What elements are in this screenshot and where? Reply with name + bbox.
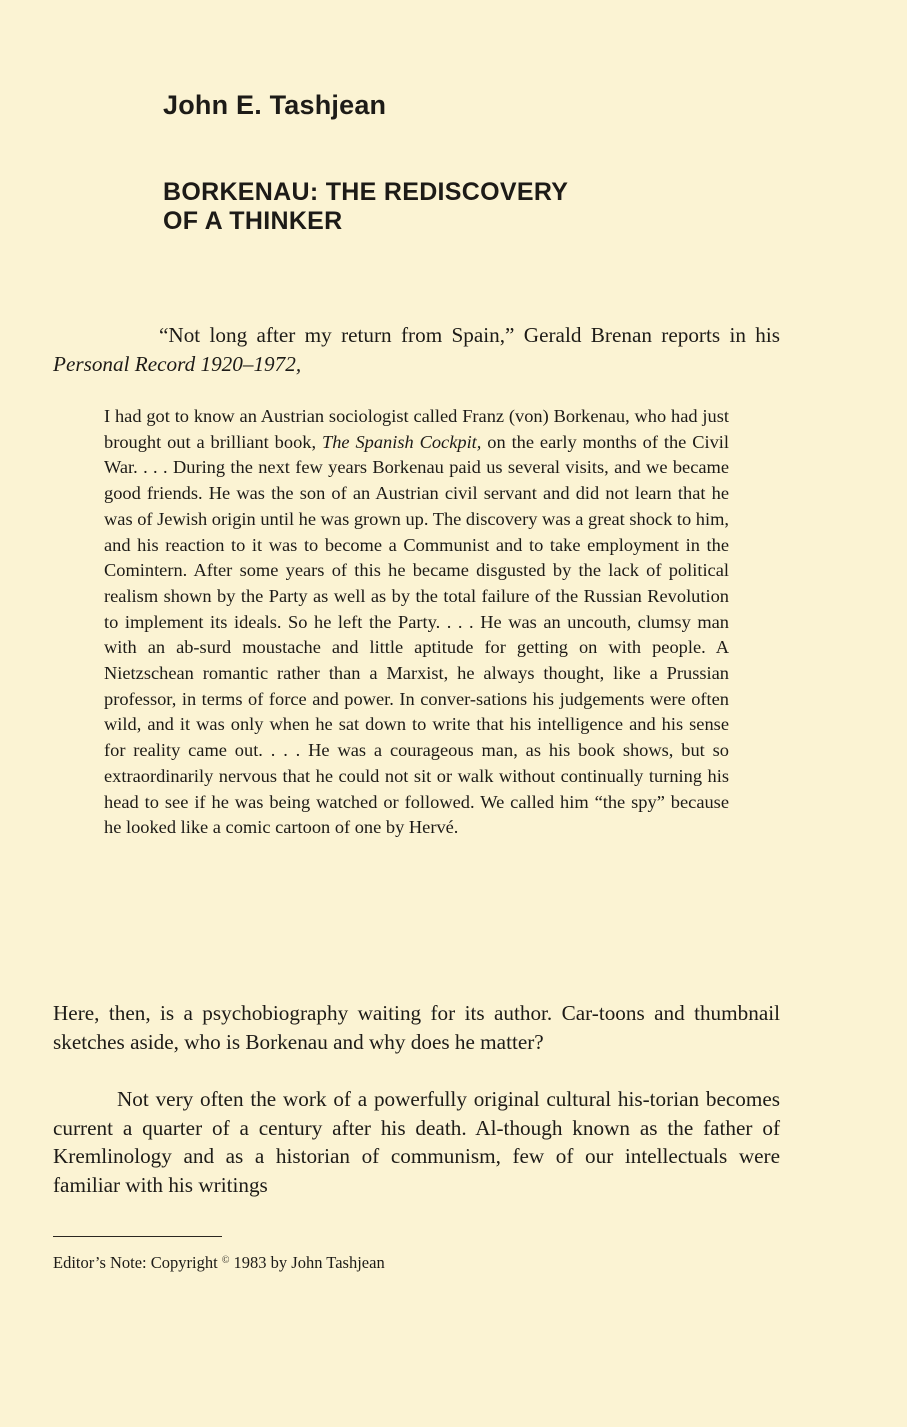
editors-note-suffix: 1983 by John Tashjean xyxy=(229,1253,385,1272)
body-paragraph-1: Here, then, is a psychobiography waiting for its author. Car-toons and thumbnail sketches aside, who is Borkenau and why does he matter? xyxy=(53,1001,780,1054)
block-quote xyxy=(104,404,729,841)
intro-book-title: Personal Record 1920–1972, xyxy=(53,351,302,376)
editors-note-prefix: Editor’s Note: Copyright xyxy=(53,1253,222,1272)
intro-paragraph xyxy=(53,321,780,378)
footnote-divider xyxy=(53,1236,222,1237)
article-title xyxy=(163,178,568,236)
quote-book-title: The Spanish Cockpit, xyxy=(321,431,482,452)
intro-text: “Not long after my return from Spain,” Gerald Brenan reports in his xyxy=(159,323,780,347)
article-title-line-1: BORKENAU: THE REDISCOVERY xyxy=(163,178,569,206)
copyright-symbol: © xyxy=(221,1255,230,1266)
body-paragraph-2: Not very often the work of a powerfully original cultural his-torian becomes current a quarter of a century after his death. Al-though known as the father of Kremlinology and as a historian of communism, few of our intellectuals were familiar with his writings xyxy=(53,1087,780,1197)
article-title-line-2: OF A THINKER xyxy=(163,207,343,235)
editors-note xyxy=(53,1250,385,1274)
quote-text-part-2: on the early months of the Civil War. . . . During the next few years Borkenau paid us several visits, and we became good friends. He was the son of an Austrian civil servant and did not learn that he was of Jewish origin until he was grown up. The discovery was a great shock to him, and his reaction to it was to become a Communist and to take employment in the Comintern. After some years of this he became disgusted by the lack of political realism shown by the Party as well as by the total failure of the Russian Revolution to implement its ideals. So he left the Party. . . . He was an uncouth, clumsy man with an ab-surd moustache and little aptitude for getting on with people. A Nietzschean romantic rather than a Marxist, he always thought, like a Prussian professor, in terms of force and power. In conver-sations his judgements were often wild, and it was only when he sat down to write that his intelligence and his sense for reality came out. . . . He was a courageous man, as his book shows, but so extraordinarily nervous that he could not sit or walk without continually turning his head to see if he was being watched or followed. We called him “the spy” because he looked like a comic cartoon of one by Hervé. xyxy=(104,431,730,838)
quote-text-part-1: I had got to know an Austrian sociologist called Franz (von) Borkenau, who had just brought out a brilliant book, xyxy=(104,406,729,452)
author-name: John E. Tashjean xyxy=(163,90,387,120)
